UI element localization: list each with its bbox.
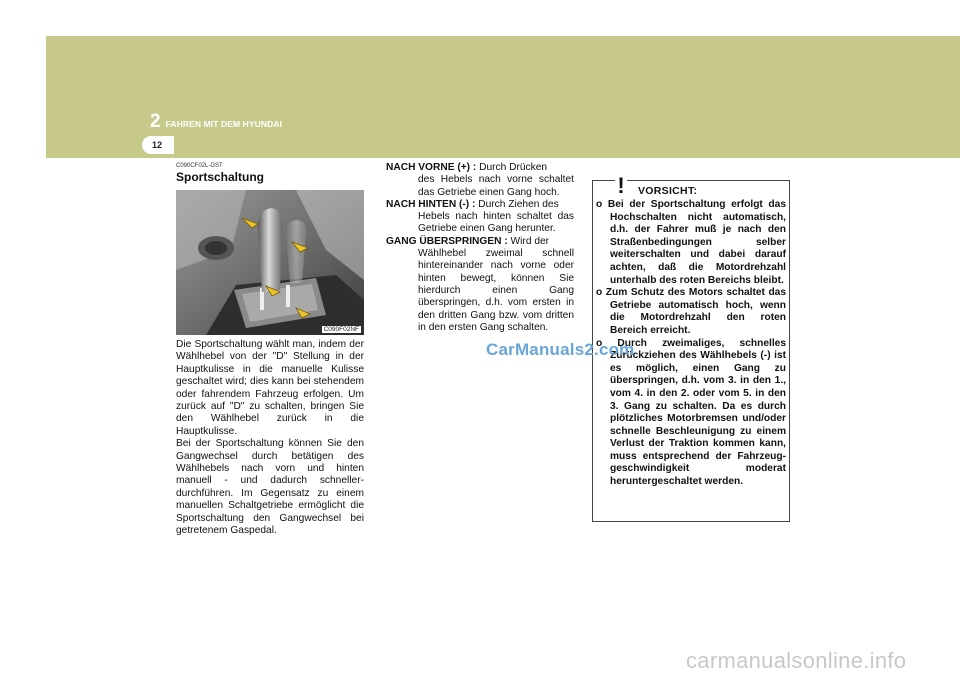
gear-shifter-illustration (176, 190, 364, 335)
definition-term: GANG ÜBERSPRINGEN : (386, 235, 508, 247)
definition-item (386, 236, 574, 334)
definition-term: NACH VORNE (+) : (386, 162, 477, 173)
section-title: Sportschaltung (176, 170, 265, 184)
definition-item (386, 162, 574, 199)
caution-item: o Zum Schutz des Motors schaltet das Getriebe automatisch hoch, wenn die Motordrehzahl den roten Bereich erreicht. (596, 287, 786, 336)
definition-first: Wird der (510, 235, 550, 247)
chapter-number: 2 (150, 111, 161, 132)
paragraph: Die Sportschaltung wählt man, indem der Wählhebel von der "D" Stellung in der Hauptkulisse in die manuelle Kulisse geschaltet wird; dies kann bei stehendem oder fahrendem Fahrzeug erfolgen. Um zurück auf "D" zu schalten, bringen Sie den Wählhebel zurück in die Hauptkulisse. (176, 339, 364, 437)
warning-triangle-icon (606, 170, 636, 201)
page-number: 12 (152, 140, 163, 150)
header-band (46, 36, 960, 158)
definition-desc: des Hebels nach vorne schaltet das Getriebe einen Gang hoch. (418, 174, 574, 198)
chapter-title: FAHREN MIT DEM HYUNDAI (165, 119, 283, 129)
definition-item (386, 199, 574, 236)
caution-title: VORSICHT: (638, 185, 698, 197)
chapter-header (150, 111, 282, 133)
paragraph: Bei der Sportschaltung können Sie den Gangwechsel durch betätigen des Wählhebels nach vorn und hinten manuell - und dadurch schneller-durchführen. Im Gegensatz zu einem manuellen Schaltgetriebe ermöglicht die Sportschaltung den Gangwechsel bei getretenem Gaspedal. (176, 438, 364, 537)
left-column (176, 163, 364, 538)
middle-column (386, 162, 574, 334)
section-code: C090CF02L-GST (176, 163, 223, 169)
footer-site: carmanualsonline.info (686, 648, 907, 673)
definition-first: Durch Drücken (479, 162, 548, 173)
watermark-link[interactable]: CarManuals2.com (486, 340, 635, 359)
image-code: C090F02NF (323, 326, 359, 333)
caution-item: o Bei der Sportschaltung erfolgt das Hochschalten nicht automatisch, d.h. der Fahrer muß je nach den Straßenbedingungen selber weiterschalten und dabei darauf achten, daß die Motordrehzahl unterhalb des roten Bereichs bleibt. (596, 199, 786, 286)
gear-shift-photo (176, 190, 364, 335)
definition-first: Durch Ziehen des (478, 198, 559, 210)
caution-item: o Durch zweimaliges, schnelles Zurückziehen des Wählhebels (-) ist es möglich, einen Gang zu überspringen, d.h. vom 3. in den 1., vom 4. in den 2. oder vom 5. in den 3. Gang zu schalten. Da es durch plötzliches Motorbremsen und/oder schnelle Beschleunigung zu einem Verlust der Traktion kommen kann, muss entsprechend der Fahrzeug-geschwindigkeit moderat heruntergeschaltet werden. (596, 337, 786, 488)
definition-desc: Wählhebel zweimal schnell hintereinander nach vorne oder hinten bewegt, können Sie hierdurch einen Gang überspringen, d.h. vom ersten in den dritten Gang bzw. vom dritten in den ersten Gang schalten. (418, 248, 574, 333)
warning-symbol: ! (617, 173, 625, 196)
definition-desc: Hebels nach hinten schaltet das Getriebe einen Gang herunter. (418, 211, 574, 235)
section-body (176, 339, 364, 538)
definition-term: NACH HINTEN (-) : (386, 198, 476, 210)
